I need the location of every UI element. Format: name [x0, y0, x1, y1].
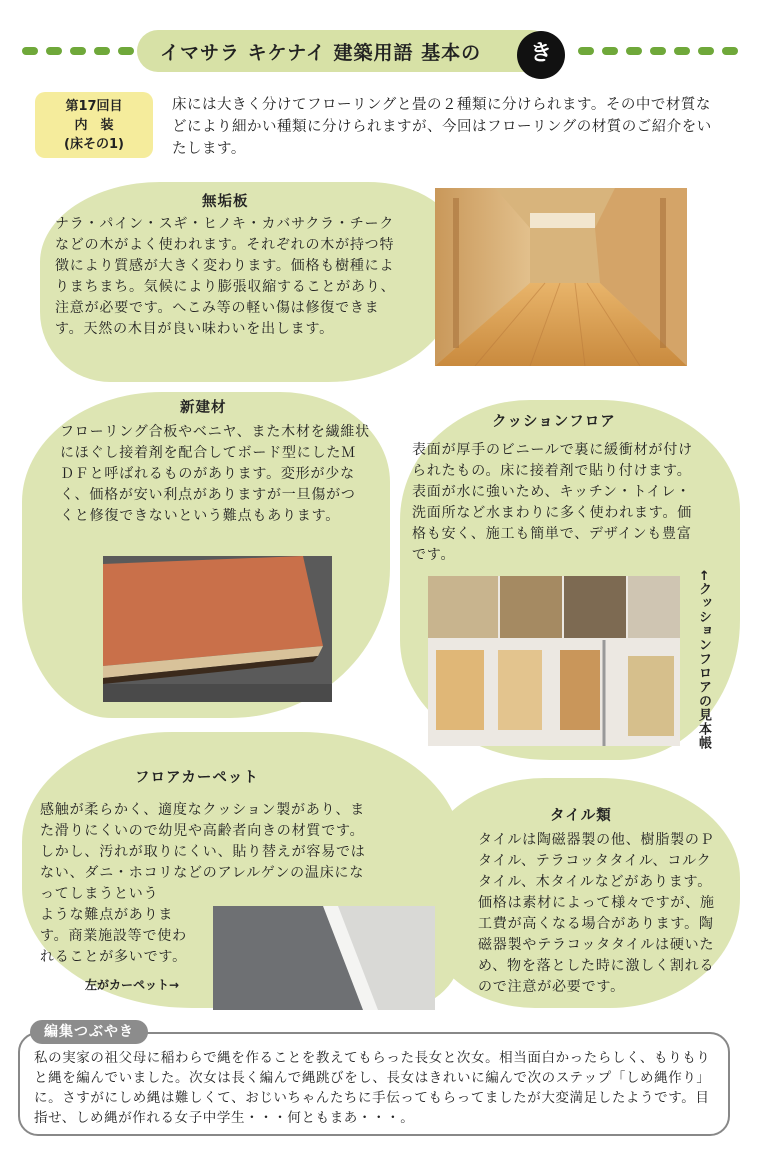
issue-subtopic: (床その1)	[64, 137, 124, 152]
shinkenzai-body: フローリング合板やベニヤ、また木材を繊維状にほぐし接着剤を配合してボード型にしたＭＤＦと呼ばれるものがあります。変形が少なく、価格が安い利点がありますが一旦傷がつくと修復できないという難点もあります。	[60, 424, 370, 524]
editor-note-tab: 編集つぶやき	[30, 1020, 148, 1044]
header-dash	[698, 47, 714, 55]
header-dash	[70, 47, 86, 55]
shinkenzai-title: 新建材	[180, 400, 227, 416]
header-dash	[22, 47, 38, 55]
carpet-body-bottom: ような難点があります。商業施設等で使われることが多いです。	[40, 907, 187, 965]
intro-text: 床には大きく分けてフローリングと畳の２種類に分けられます。その中で材質などにより細かい種類に分けられますが、今回はフローリングの材質のご紹介をいたします。	[172, 97, 712, 157]
header-dash	[118, 47, 134, 55]
header-dash	[674, 47, 690, 55]
cushion-title: クッションフロア	[492, 414, 616, 430]
cushion-photo-caption: ←クッションフロアの見本帳	[696, 570, 711, 750]
muku-title: 無垢板	[202, 194, 249, 210]
carpet-body-top: 感触が柔らかく、適度なクッション製があり、また滑りにくいので幼児や高齢者向きの材質です。しかし、汚れが取りにくい、貼り替えが容易ではない、ダニ・ホコリなどのアレルゲンの温床になってしまうという	[40, 802, 366, 902]
hallway-wood-floor-photo	[435, 188, 687, 366]
header-dash	[626, 47, 642, 55]
header-dash	[602, 47, 618, 55]
header-dash	[650, 47, 666, 55]
tile-title: タイル類	[550, 808, 612, 824]
plywood-board-photo	[103, 556, 332, 702]
carpet-photo-caption: 左がカーペット→	[85, 978, 180, 992]
issue-number: 第17回目	[65, 99, 123, 114]
page-title: イマサラ キケナイ 建築用語 基本の	[160, 42, 482, 64]
cushion-floor-sample-book-photo	[428, 576, 680, 746]
header-dash	[578, 47, 594, 55]
cushion-body: 表面が厚手のビニールで裏に緩衝材が付けられたもの。床に接着剤で貼り付けます。表面が水に強いため、キッチン・トイレ・洗面所など水まわりに多く使われます。価格も安く、施工も簡単で、デザインも豊富です。	[412, 442, 693, 563]
header-dash	[94, 47, 110, 55]
header-dash	[722, 47, 738, 55]
carpet-title: フロアカーペット	[135, 770, 259, 786]
editor-note-text: 私の実家の祖父母に稲わらで縄を作ることを教えてもらった長女と次女。相当面白かったらしく、もりもりと縄を編んでいました。次女は長く編んで縄跳びをし、長女はきれいに編んで次のステップ「しめ縄作り」に。さすがにしめ縄は難しくて、おじいちゃんたちに手伝ってもらってましたが大変満足したようです。目指せ、しめ縄が作れる女子中学生・・・何ともまあ・・・。	[34, 1050, 711, 1126]
header-dash	[46, 47, 62, 55]
tile-body: タイルは陶磁器製の他、樹脂製のＰタイル、テラコッタタイル、コルクタイル、木タイルなどがあります。価格は素材によって様々ですが、施工費が高くなる場合があります。陶磁器製やテラコッタタイルは硬いため、物を落とした時に激しく割れるので注意が必要です。	[478, 832, 715, 995]
issue-badge	[35, 92, 153, 158]
carpet-vs-cushion-photo	[213, 906, 435, 1010]
issue-topic: 内 装	[74, 118, 114, 133]
title-badge-char: き	[517, 31, 565, 79]
muku-body: ナラ・パイン・スギ・ヒノキ・カバサクラ・チークなどの木がよく使われます。それぞれの木が持つ特徴により質感が大きく変わります。価格も樹種によりまちまち。気候により膨張収縮することがあり、注意が必要です。へこみ等の軽い傷は修復できます。天然の木目が良い味わいを出します。	[55, 216, 396, 337]
